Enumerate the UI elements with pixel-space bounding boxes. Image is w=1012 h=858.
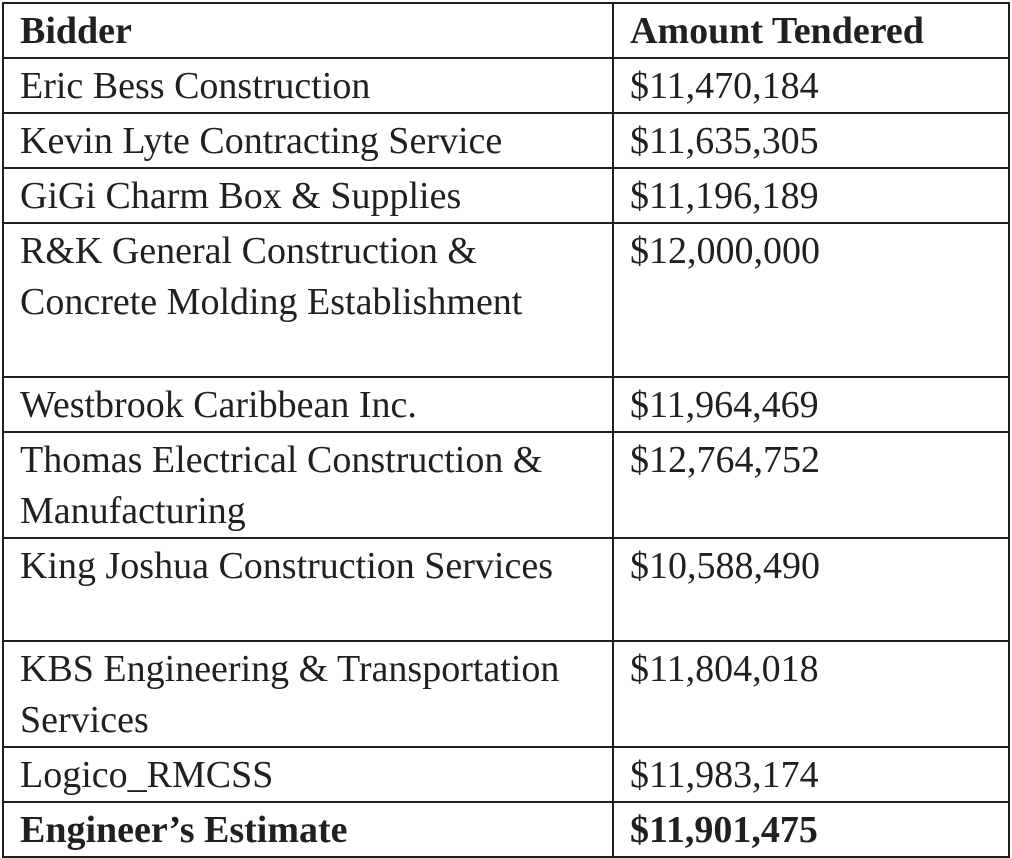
estimate-amount-cell: $11,901,475 (613, 802, 1009, 857)
amount-cell: $12,764,752 (613, 432, 1009, 538)
bidder-cell: Westbrook Caribbean Inc. (3, 377, 613, 432)
amount-cell: $11,804,018 (613, 641, 1009, 747)
amount-cell: $11,196,189 (613, 168, 1009, 223)
table-row (3, 113, 1009, 168)
table-row (3, 58, 1009, 113)
amount-cell: $11,470,184 (613, 58, 1009, 113)
bidder-column-header: Bidder (3, 3, 613, 58)
amount-cell: $11,964,469 (613, 377, 1009, 432)
bidder-cell: Thomas Electrical Construction & Manufacturing (3, 432, 613, 538)
bidder-cell: GiGi Charm Box & Supplies (3, 168, 613, 223)
bidder-cell: Logico_RMCSS (3, 747, 613, 802)
estimate-label-cell: Engineer’s Estimate (3, 802, 613, 857)
table-row (3, 432, 1009, 538)
bidder-cell: King Joshua Construction Services (3, 538, 613, 641)
amount-column-header: Amount Tendered (613, 3, 1009, 58)
bidder-cell: R&K General Construction & Concrete Molding Establishment (3, 223, 613, 377)
table-row (3, 641, 1009, 747)
amount-cell: $11,635,305 (613, 113, 1009, 168)
header-row (3, 3, 1009, 58)
amount-cell: $11,983,174 (613, 747, 1009, 802)
amount-cell: $12,000,000 (613, 223, 1009, 377)
table-row (3, 168, 1009, 223)
tender-table (2, 2, 1010, 858)
table-row (3, 377, 1009, 432)
table-row (3, 538, 1009, 641)
table-row (3, 747, 1009, 802)
amount-cell: $10,588,490 (613, 538, 1009, 641)
bidder-cell: Eric Bess Construction (3, 58, 613, 113)
table-row (3, 223, 1009, 377)
bidder-cell: KBS Engineering & Transportation Services (3, 641, 613, 747)
bidder-cell: Kevin Lyte Contracting Service (3, 113, 613, 168)
engineers-estimate-row (3, 802, 1009, 857)
